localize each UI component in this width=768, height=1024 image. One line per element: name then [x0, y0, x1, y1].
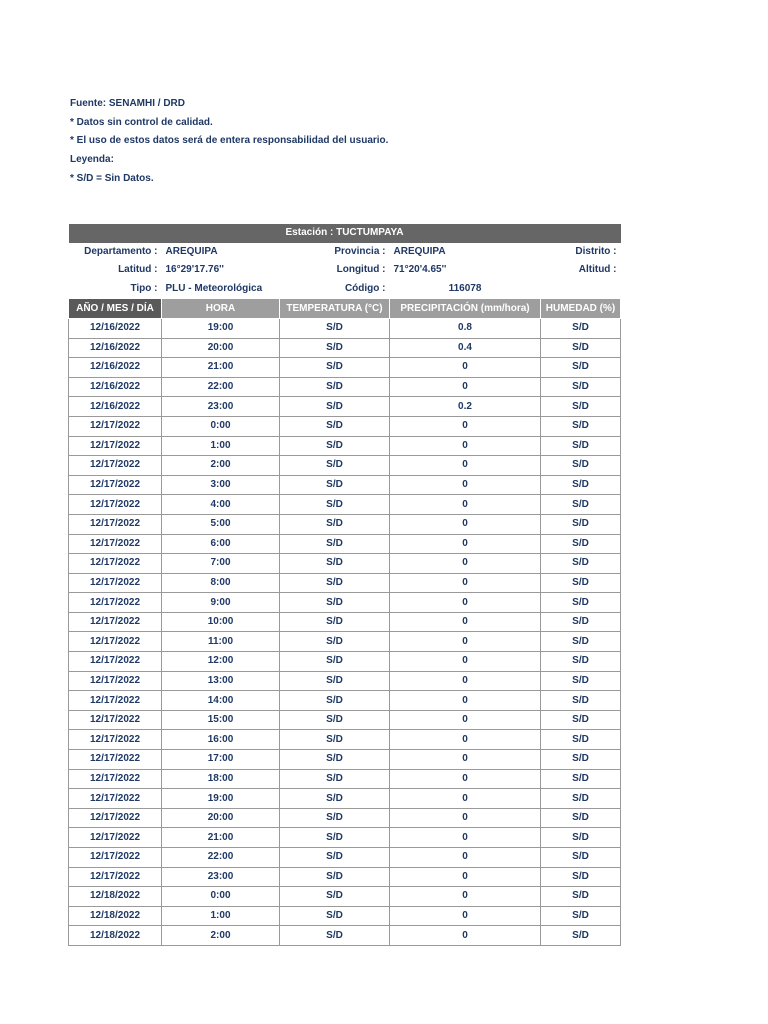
- precipitation-cell: 0: [390, 475, 541, 495]
- hour-cell: 16:00: [162, 730, 280, 750]
- hour-cell: 10:00: [162, 612, 280, 632]
- date-cell: 12/17/2022: [69, 848, 162, 868]
- precipitation-cell: 0: [390, 691, 541, 711]
- precipitation-cell: 0: [390, 828, 541, 848]
- station-title-row: [69, 224, 621, 243]
- table-row: [69, 456, 621, 476]
- hour-cell: 23:00: [162, 867, 280, 887]
- column-header-humidity: HUMEDAD (%): [541, 299, 621, 319]
- precipitation-cell: 0: [390, 593, 541, 613]
- precipitation-cell: 0: [390, 632, 541, 652]
- humidity-cell: S/D: [541, 358, 621, 378]
- precipitation-cell: 0: [390, 358, 541, 378]
- humidity-cell: S/D: [541, 769, 621, 789]
- date-cell: 12/17/2022: [69, 593, 162, 613]
- humidity-cell: S/D: [541, 456, 621, 476]
- precipitation-cell: 0.8: [390, 318, 541, 338]
- station-info-row: [69, 261, 621, 280]
- precipitation-cell: 0: [390, 906, 541, 926]
- temperature-cell: S/D: [280, 710, 390, 730]
- responsibility-note: * El uso de estos datos será de entera responsabilidad del usuario.: [70, 135, 389, 147]
- station-info-row: [69, 243, 621, 262]
- longitud-label: Longitud :: [336, 264, 386, 276]
- precipitation-cell: 0: [390, 867, 541, 887]
- date-cell: 12/16/2022: [69, 358, 162, 378]
- column-header-hour: HORA: [162, 299, 280, 319]
- precipitation-cell: 0: [390, 456, 541, 476]
- hour-cell: 19:00: [162, 789, 280, 809]
- temperature-cell: S/D: [280, 730, 390, 750]
- date-cell: 12/17/2022: [69, 867, 162, 887]
- temperature-cell: S/D: [280, 554, 390, 574]
- precipitation-cell: 0: [390, 848, 541, 868]
- temperature-cell: S/D: [280, 632, 390, 652]
- precipitation-cell: 0: [390, 789, 541, 809]
- table-row: [69, 632, 621, 652]
- latitud-label: Latitud :: [118, 264, 158, 276]
- date-cell: 12/17/2022: [69, 769, 162, 789]
- precipitation-cell: 0: [390, 671, 541, 691]
- date-cell: 12/17/2022: [69, 808, 162, 828]
- precipitation-cell: 0: [390, 652, 541, 672]
- table-row: [69, 691, 621, 711]
- temperature-cell: S/D: [280, 495, 390, 515]
- temperature-cell: S/D: [280, 573, 390, 593]
- station-title: Estación : TUCTUMPAYA: [69, 224, 621, 243]
- humidity-cell: S/D: [541, 789, 621, 809]
- table-row: [69, 416, 621, 436]
- humidity-cell: S/D: [541, 397, 621, 417]
- table-row: [69, 769, 621, 789]
- temperature-cell: S/D: [280, 808, 390, 828]
- table-row: [69, 436, 621, 456]
- temperature-cell: S/D: [280, 789, 390, 809]
- source-note: Fuente: SENAMHI / DRD: [70, 98, 185, 109]
- temperature-cell: S/D: [280, 416, 390, 436]
- hour-cell: 8:00: [162, 573, 280, 593]
- table-row: [69, 338, 621, 358]
- humidity-cell: S/D: [541, 652, 621, 672]
- station-data-table: [68, 224, 621, 946]
- hour-cell: 1:00: [162, 436, 280, 456]
- hour-cell: 20:00: [162, 808, 280, 828]
- table-row: [69, 377, 621, 397]
- hour-cell: 0:00: [162, 887, 280, 907]
- hour-cell: 12:00: [162, 652, 280, 672]
- table-row: [69, 808, 621, 828]
- hour-cell: 6:00: [162, 534, 280, 554]
- quality-note: * Datos sin control de calidad.: [70, 116, 213, 128]
- date-cell: 12/17/2022: [69, 534, 162, 554]
- table-row: [69, 318, 621, 338]
- precipitation-cell: 0: [390, 534, 541, 554]
- temperature-cell: S/D: [280, 828, 390, 848]
- hour-cell: 13:00: [162, 671, 280, 691]
- precipitation-cell: 0: [390, 808, 541, 828]
- temperature-cell: S/D: [280, 848, 390, 868]
- humidity-cell: S/D: [541, 534, 621, 554]
- table-row: [69, 397, 621, 417]
- humidity-cell: S/D: [541, 848, 621, 868]
- temperature-cell: S/D: [280, 377, 390, 397]
- hour-cell: 2:00: [162, 926, 280, 946]
- hour-cell: 9:00: [162, 593, 280, 613]
- departamento-value: AREQUIPA: [165, 245, 218, 257]
- precipitation-cell: 0: [390, 416, 541, 436]
- date-cell: 12/18/2022: [69, 887, 162, 907]
- station-info-row: [69, 280, 621, 299]
- table-row: [69, 495, 621, 515]
- hour-cell: 14:00: [162, 691, 280, 711]
- humidity-cell: S/D: [541, 554, 621, 574]
- table-row: [69, 612, 621, 632]
- temperature-cell: S/D: [280, 867, 390, 887]
- table-row: [69, 593, 621, 613]
- humidity-cell: S/D: [541, 906, 621, 926]
- temperature-cell: S/D: [280, 652, 390, 672]
- humidity-cell: S/D: [541, 730, 621, 750]
- tipo-label: Tipo :: [130, 283, 158, 295]
- altitud-label: Altitud :: [578, 264, 617, 276]
- date-cell: 12/17/2022: [69, 691, 162, 711]
- humidity-cell: S/D: [541, 416, 621, 436]
- temperature-cell: S/D: [280, 514, 390, 534]
- hour-cell: 18:00: [162, 769, 280, 789]
- date-cell: 12/17/2022: [69, 652, 162, 672]
- date-cell: 12/16/2022: [69, 397, 162, 417]
- longitud-value: 71°20'4.65'': [393, 264, 447, 276]
- table-row: [69, 573, 621, 593]
- date-cell: 12/18/2022: [69, 926, 162, 946]
- date-cell: 12/17/2022: [69, 416, 162, 436]
- temperature-cell: S/D: [280, 906, 390, 926]
- legend-sd-note: * S/D = Sin Datos.: [70, 172, 154, 184]
- departamento-label: Departamento :: [84, 245, 158, 257]
- date-cell: 12/17/2022: [69, 573, 162, 593]
- precipitation-cell: 0: [390, 926, 541, 946]
- humidity-cell: S/D: [541, 887, 621, 907]
- date-cell: 12/18/2022: [69, 906, 162, 926]
- humidity-cell: S/D: [541, 632, 621, 652]
- humidity-cell: S/D: [541, 808, 621, 828]
- temperature-cell: S/D: [280, 436, 390, 456]
- legend-label: Leyenda:: [70, 154, 114, 166]
- table-row: [69, 710, 621, 730]
- table-row: [69, 789, 621, 809]
- date-cell: 12/17/2022: [69, 612, 162, 632]
- table-row: [69, 730, 621, 750]
- date-cell: 12/17/2022: [69, 828, 162, 848]
- date-cell: 12/17/2022: [69, 514, 162, 534]
- humidity-cell: S/D: [541, 593, 621, 613]
- table-row: [69, 848, 621, 868]
- date-cell: 12/17/2022: [69, 789, 162, 809]
- temperature-cell: S/D: [280, 769, 390, 789]
- temperature-cell: S/D: [280, 338, 390, 358]
- temperature-cell: S/D: [280, 691, 390, 711]
- temperature-cell: S/D: [280, 887, 390, 907]
- precipitation-cell: 0: [390, 887, 541, 907]
- provincia-label: Provincia :: [334, 245, 386, 257]
- table-row: [69, 514, 621, 534]
- humidity-cell: S/D: [541, 671, 621, 691]
- hour-cell: 15:00: [162, 710, 280, 730]
- precipitation-cell: 0.4: [390, 338, 541, 358]
- humidity-cell: S/D: [541, 867, 621, 887]
- humidity-cell: S/D: [541, 436, 621, 456]
- precipitation-cell: 0: [390, 710, 541, 730]
- table-row: [69, 750, 621, 770]
- notes-block: [70, 96, 388, 189]
- date-cell: 12/17/2022: [69, 456, 162, 476]
- humidity-cell: S/D: [541, 828, 621, 848]
- temperature-cell: S/D: [280, 593, 390, 613]
- precipitation-cell: 0.2: [390, 397, 541, 417]
- hour-cell: 21:00: [162, 358, 280, 378]
- date-cell: 12/17/2022: [69, 632, 162, 652]
- date-cell: 12/17/2022: [69, 554, 162, 574]
- temperature-cell: S/D: [280, 671, 390, 691]
- codigo-label: Código :: [344, 283, 386, 295]
- date-cell: 12/17/2022: [69, 730, 162, 750]
- temperature-cell: S/D: [280, 318, 390, 338]
- tipo-value: PLU - Meteorológica: [165, 283, 263, 295]
- precipitation-cell: 0: [390, 612, 541, 632]
- precipitation-cell: 0: [390, 495, 541, 515]
- hour-cell: 3:00: [162, 475, 280, 495]
- hour-cell: 17:00: [162, 750, 280, 770]
- hour-cell: 7:00: [162, 554, 280, 574]
- hour-cell: 4:00: [162, 495, 280, 515]
- temperature-cell: S/D: [280, 456, 390, 476]
- humidity-cell: S/D: [541, 338, 621, 358]
- codigo-value: 116078: [448, 283, 482, 295]
- humidity-cell: S/D: [541, 514, 621, 534]
- precipitation-cell: 0: [390, 750, 541, 770]
- empty-cell: [541, 280, 621, 299]
- hour-cell: 23:00: [162, 397, 280, 417]
- hour-cell: 22:00: [162, 377, 280, 397]
- date-cell: 12/17/2022: [69, 671, 162, 691]
- date-cell: 12/16/2022: [69, 338, 162, 358]
- table-row: [69, 867, 621, 887]
- hour-cell: 22:00: [162, 848, 280, 868]
- date-cell: 12/16/2022: [69, 377, 162, 397]
- column-header-precipitation: PRECIPITACIÓN (mm/hora): [390, 299, 541, 319]
- precipitation-cell: 0: [390, 730, 541, 750]
- humidity-cell: S/D: [541, 926, 621, 946]
- temperature-cell: S/D: [280, 750, 390, 770]
- temperature-cell: S/D: [280, 397, 390, 417]
- temperature-cell: S/D: [280, 475, 390, 495]
- hour-cell: 0:00: [162, 416, 280, 436]
- humidity-cell: S/D: [541, 495, 621, 515]
- precipitation-cell: 0: [390, 514, 541, 534]
- data-rows: [69, 318, 621, 945]
- hour-cell: 20:00: [162, 338, 280, 358]
- humidity-cell: S/D: [541, 691, 621, 711]
- date-cell: 12/17/2022: [69, 750, 162, 770]
- table-row: [69, 906, 621, 926]
- temperature-cell: S/D: [280, 612, 390, 632]
- humidity-cell: S/D: [541, 573, 621, 593]
- table-row: [69, 554, 621, 574]
- precipitation-cell: 0: [390, 554, 541, 574]
- date-cell: 12/16/2022: [69, 318, 162, 338]
- hour-cell: 19:00: [162, 318, 280, 338]
- column-header-row: [69, 299, 621, 319]
- temperature-cell: S/D: [280, 926, 390, 946]
- date-cell: 12/17/2022: [69, 475, 162, 495]
- hour-cell: 11:00: [162, 632, 280, 652]
- table-row: [69, 534, 621, 554]
- temperature-cell: S/D: [280, 534, 390, 554]
- precipitation-cell: 0: [390, 573, 541, 593]
- column-header-date: AÑO / MES / DÍA: [69, 299, 162, 319]
- provincia-value: AREQUIPA: [393, 245, 446, 257]
- humidity-cell: S/D: [541, 710, 621, 730]
- latitud-value: 16°29'17.76'': [165, 264, 224, 276]
- table-row: [69, 475, 621, 495]
- date-cell: 12/17/2022: [69, 710, 162, 730]
- table-row: [69, 671, 621, 691]
- table-row: [69, 887, 621, 907]
- column-header-temperature: TEMPERATURA (°C): [280, 299, 390, 319]
- table-row: [69, 828, 621, 848]
- date-cell: 12/17/2022: [69, 436, 162, 456]
- humidity-cell: S/D: [541, 377, 621, 397]
- hour-cell: 5:00: [162, 514, 280, 534]
- hour-cell: 21:00: [162, 828, 280, 848]
- table-row: [69, 652, 621, 672]
- humidity-cell: S/D: [541, 475, 621, 495]
- hour-cell: 1:00: [162, 906, 280, 926]
- precipitation-cell: 0: [390, 377, 541, 397]
- table-row: [69, 926, 621, 946]
- date-cell: 12/17/2022: [69, 495, 162, 515]
- precipitation-cell: 0: [390, 436, 541, 456]
- hour-cell: 2:00: [162, 456, 280, 476]
- precipitation-cell: 0: [390, 769, 541, 789]
- humidity-cell: S/D: [541, 318, 621, 338]
- table-row: [69, 358, 621, 378]
- humidity-cell: S/D: [541, 612, 621, 632]
- distrito-label: Distrito :: [575, 245, 617, 257]
- humidity-cell: S/D: [541, 750, 621, 770]
- temperature-cell: S/D: [280, 358, 390, 378]
